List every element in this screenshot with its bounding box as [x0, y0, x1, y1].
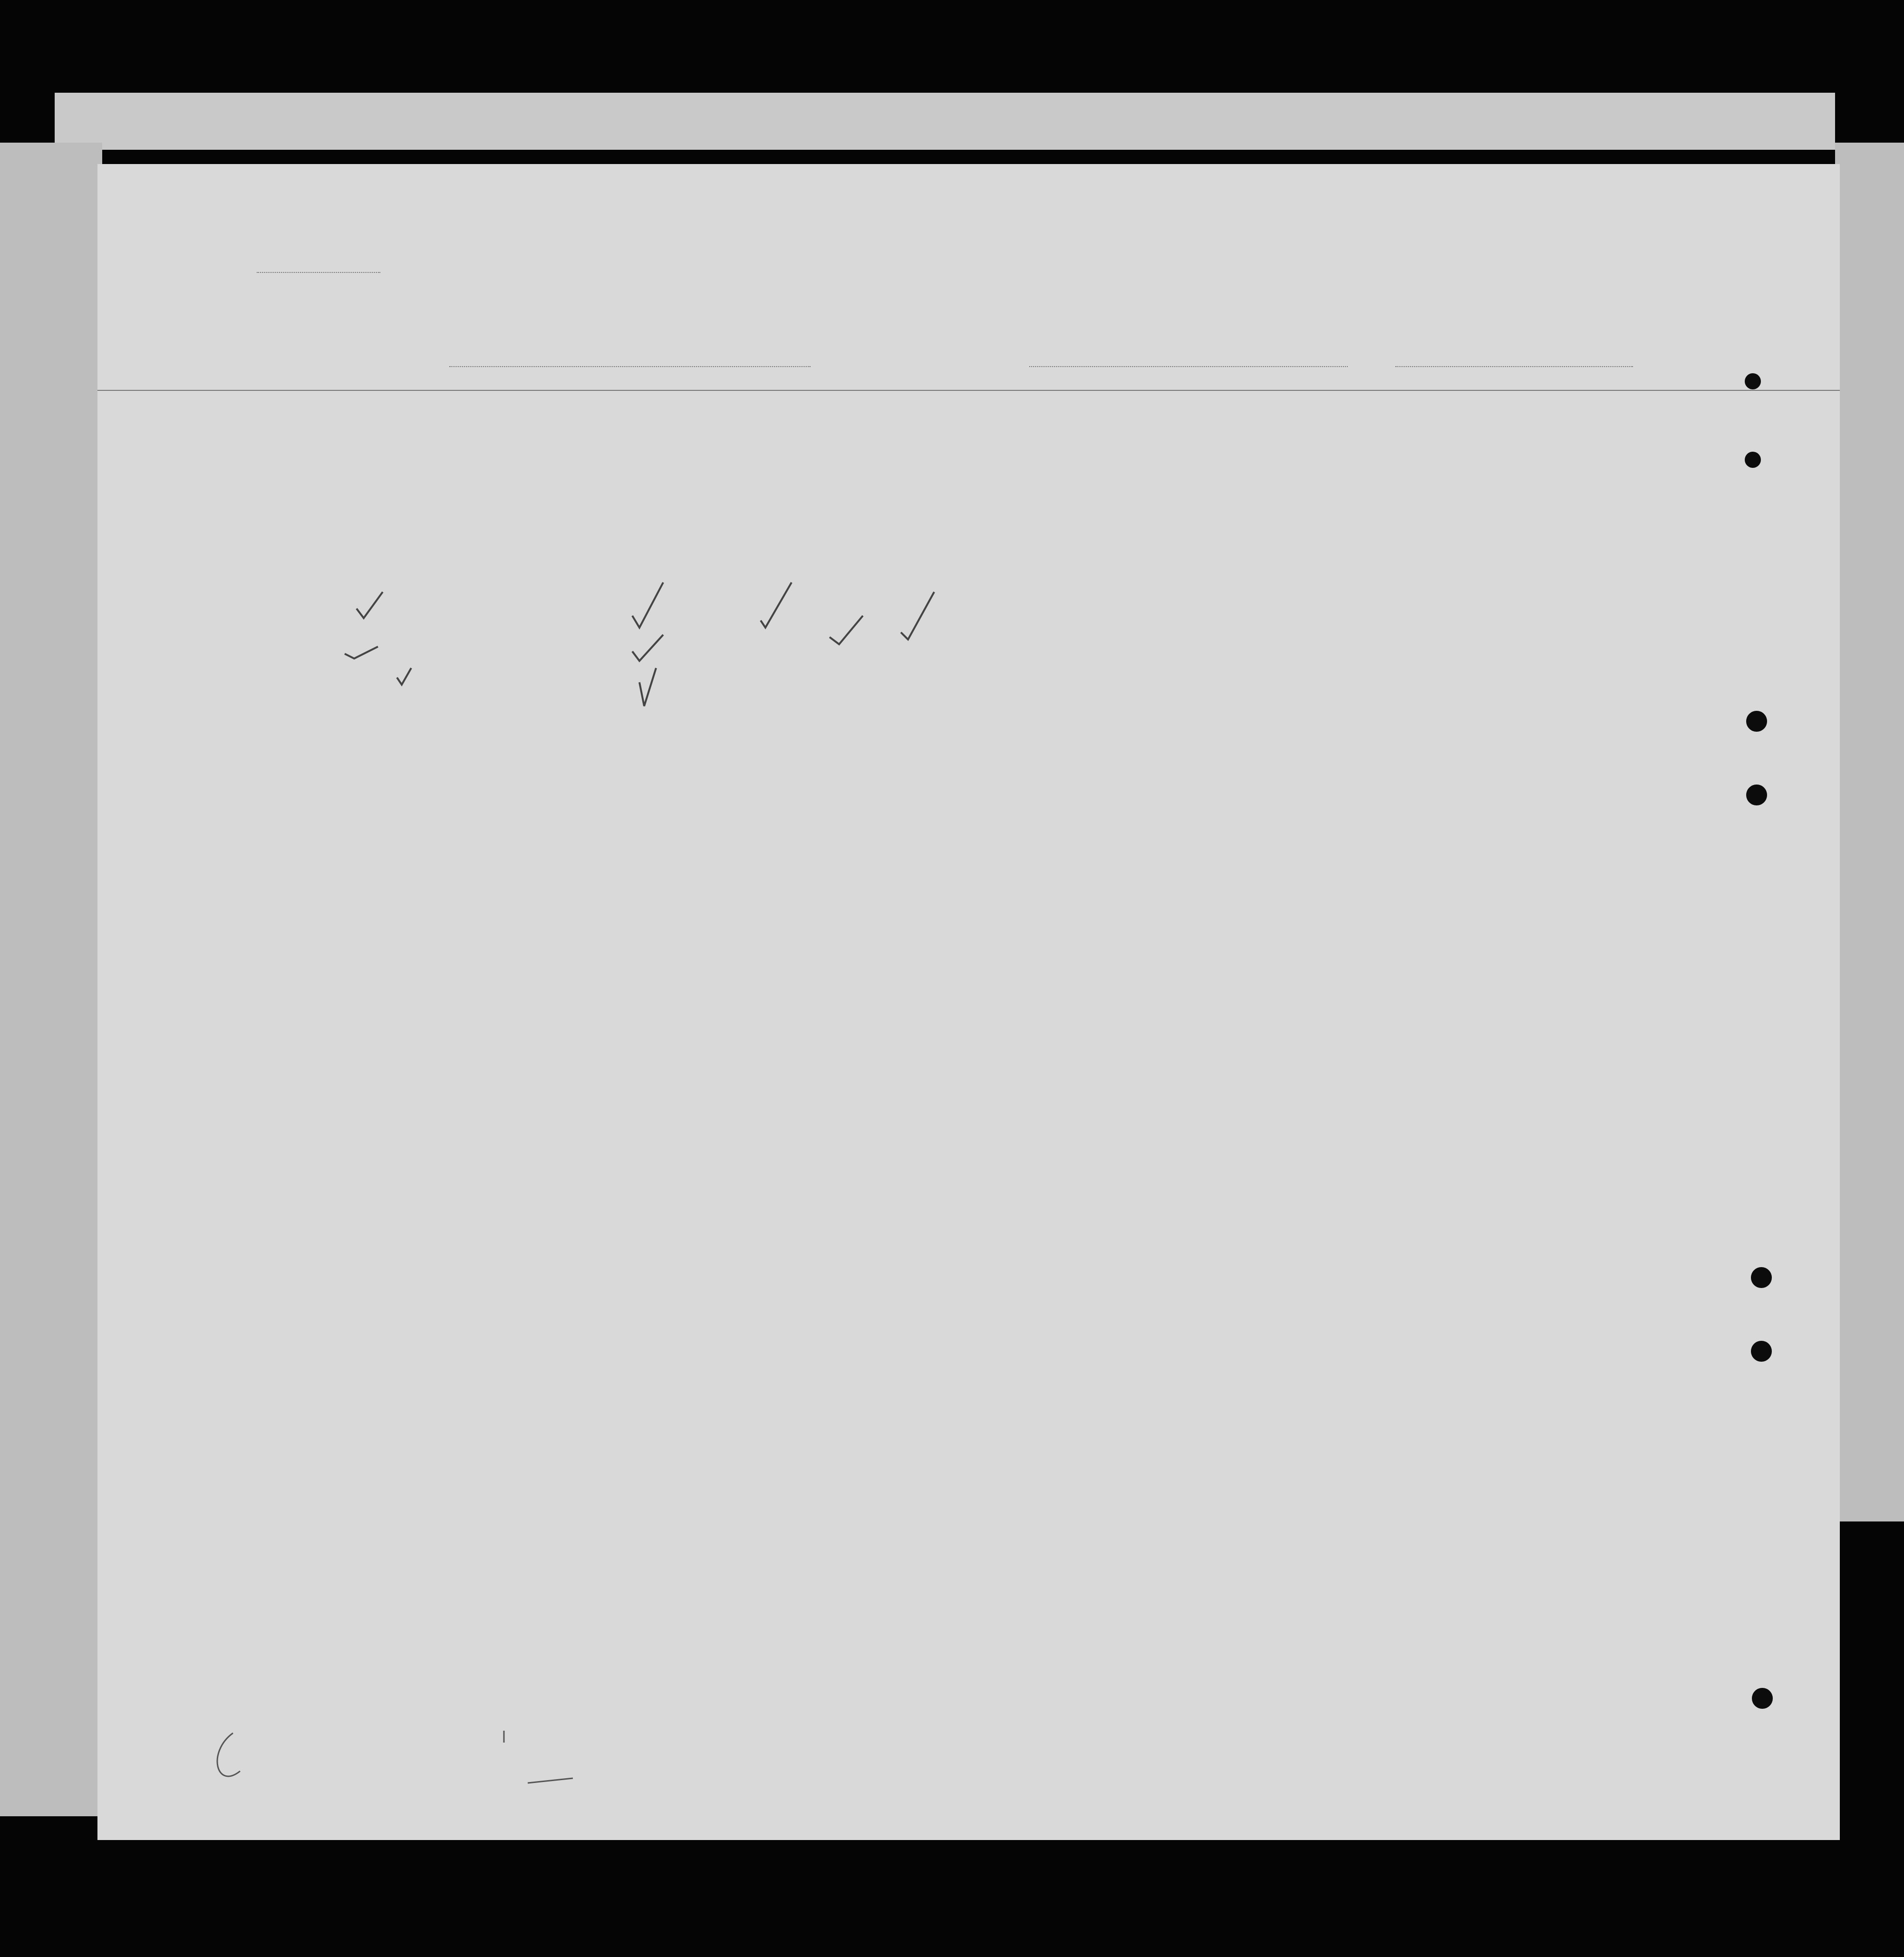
right-adjacent-sheet	[1835, 143, 1904, 1521]
check-icon	[632, 635, 663, 661]
binder-hole	[1745, 373, 1761, 389]
check-icon	[357, 592, 383, 618]
check-icon	[901, 592, 934, 639]
check-icon	[761, 582, 792, 628]
check-icon	[639, 668, 656, 706]
underlying-sheet	[55, 93, 1835, 150]
pen-mark	[504, 1731, 573, 1783]
binder-hole	[1751, 1267, 1772, 1288]
check-icon	[345, 647, 378, 659]
pen-mark	[217, 1733, 240, 1776]
binder-hole	[1752, 1688, 1773, 1709]
left-adjacent-sheet	[0, 143, 102, 1816]
binder-hole	[1746, 785, 1767, 805]
check-icon	[830, 616, 863, 644]
check-marks	[97, 164, 1840, 1840]
binder-hole	[1746, 711, 1767, 732]
binder-hole	[1745, 452, 1761, 468]
check-icon	[632, 582, 663, 628]
check-icon	[397, 668, 411, 685]
binder-hole	[1751, 1341, 1772, 1362]
manifest-sheet	[97, 164, 1840, 1840]
